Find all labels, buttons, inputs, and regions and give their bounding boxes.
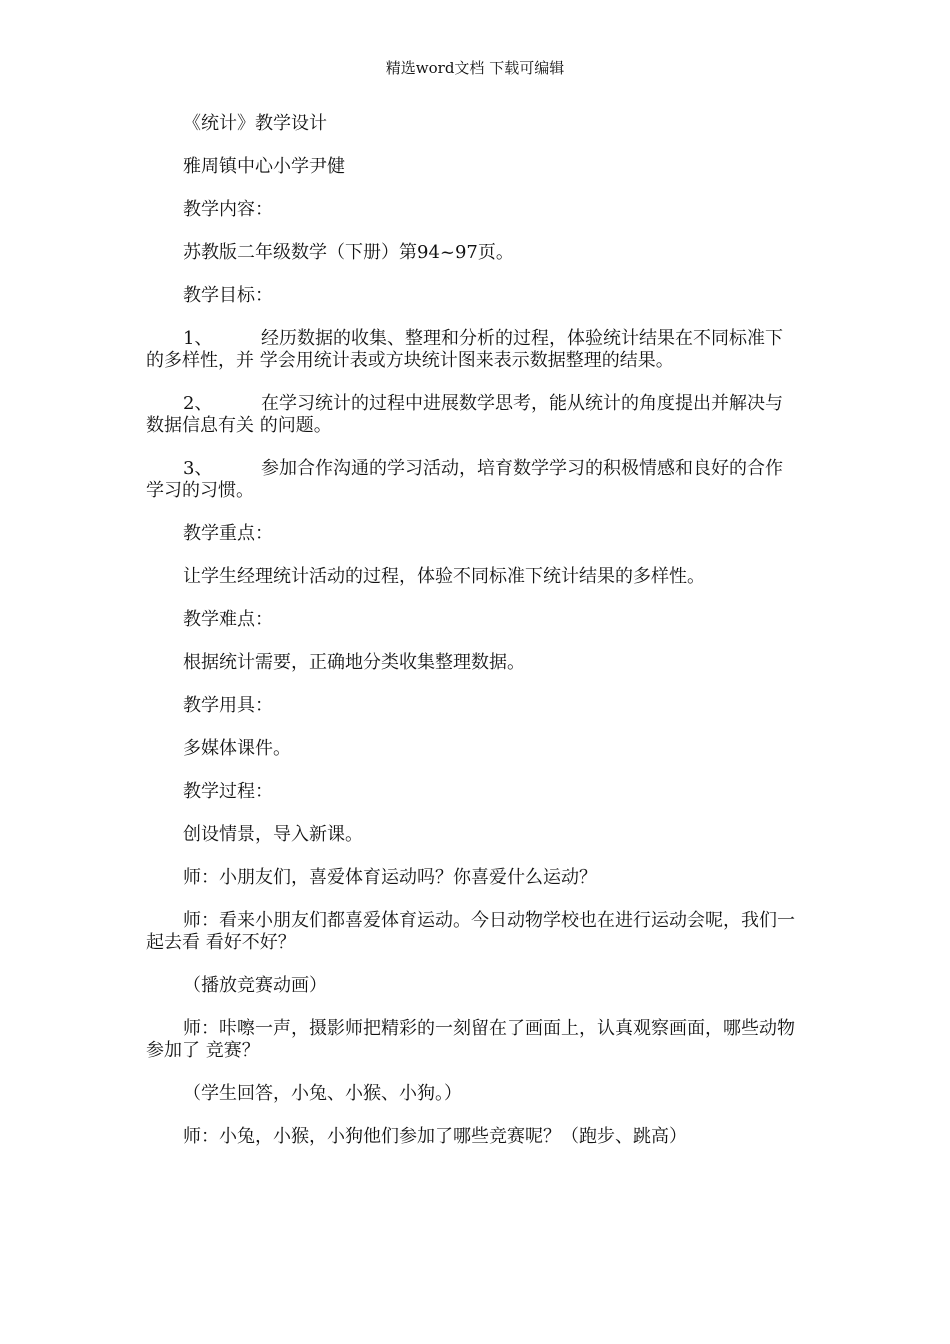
document-title: 《统计》教学设计: [183, 113, 327, 134]
section-heading-key-points: 教学重点：: [183, 523, 273, 544]
author-line: 雅周镇中心小学尹健: [183, 156, 345, 177]
objective-item-2: [146, 393, 798, 437]
difficulties-text: 根据统计需要，正确地分类收集整理数据。: [183, 652, 525, 673]
document-body: [146, 113, 798, 1148]
objective-text: 经历数据的收集、整理和分析的过程，体验统计结果在不同标准下的多样性，并 学会用统计表或方块统计图来表示数据整理的结果。: [146, 328, 783, 371]
section-heading-process: 教学过程：: [183, 781, 273, 802]
section-heading-objectives: 教学目标：: [183, 285, 273, 306]
objective-number: 1、: [183, 328, 213, 349]
page-header: 精选word文档 下载可编辑: [385, 59, 565, 77]
dialogue-line: 师：小朋友们，喜爱体育运动吗？你喜爱什么运动？: [183, 867, 597, 888]
dialogue-line: 师：小兔，小猴，小狗他们参加了哪些竞赛呢？（跑步、跳高）: [183, 1126, 687, 1147]
stage-note: （学生回答，小兔、小猴、小狗。）: [183, 1083, 462, 1104]
objective-item-3: [146, 458, 798, 502]
section-heading-tools: 教学用具：: [183, 695, 273, 716]
objective-text: 在学习统计的过程中进展数学思考，能从统计的角度提出并解决与数据信息有关 的问题。: [146, 393, 783, 436]
objective-item-1: [146, 328, 798, 372]
dialogue-line: 师：咔嚓一声，摄影师把精彩的一刻留在了画面上，认真观察画面，哪些动物参加了 竞赛？: [146, 1018, 795, 1061]
dialogue-line: 师：看来小朋友们都喜爱体育运动。今日动物学校也在进行运动会呢，我们一起去看 看好不好？: [146, 910, 795, 953]
key-points-text: 让学生经理统计活动的过程，体验不同标准下统计结果的多样性。: [183, 566, 705, 587]
content-text: 苏教版二年级数学（下册）第94~97页。: [183, 242, 514, 263]
section-heading-content: 教学内容：: [183, 199, 273, 220]
objective-number: 3、: [183, 458, 213, 479]
tools-text: 多媒体课件。: [183, 738, 291, 759]
objective-text: 参加合作沟通的学习活动，培育数学学习的积极情感和良好的合作学习的习惯。: [146, 458, 783, 501]
stage-note: （播放竞赛动画）: [183, 975, 327, 996]
section-heading-difficulties: 教学难点：: [183, 609, 273, 630]
objective-number: 2、: [183, 393, 213, 414]
process-step: 创设情景，导入新课。: [183, 824, 363, 845]
